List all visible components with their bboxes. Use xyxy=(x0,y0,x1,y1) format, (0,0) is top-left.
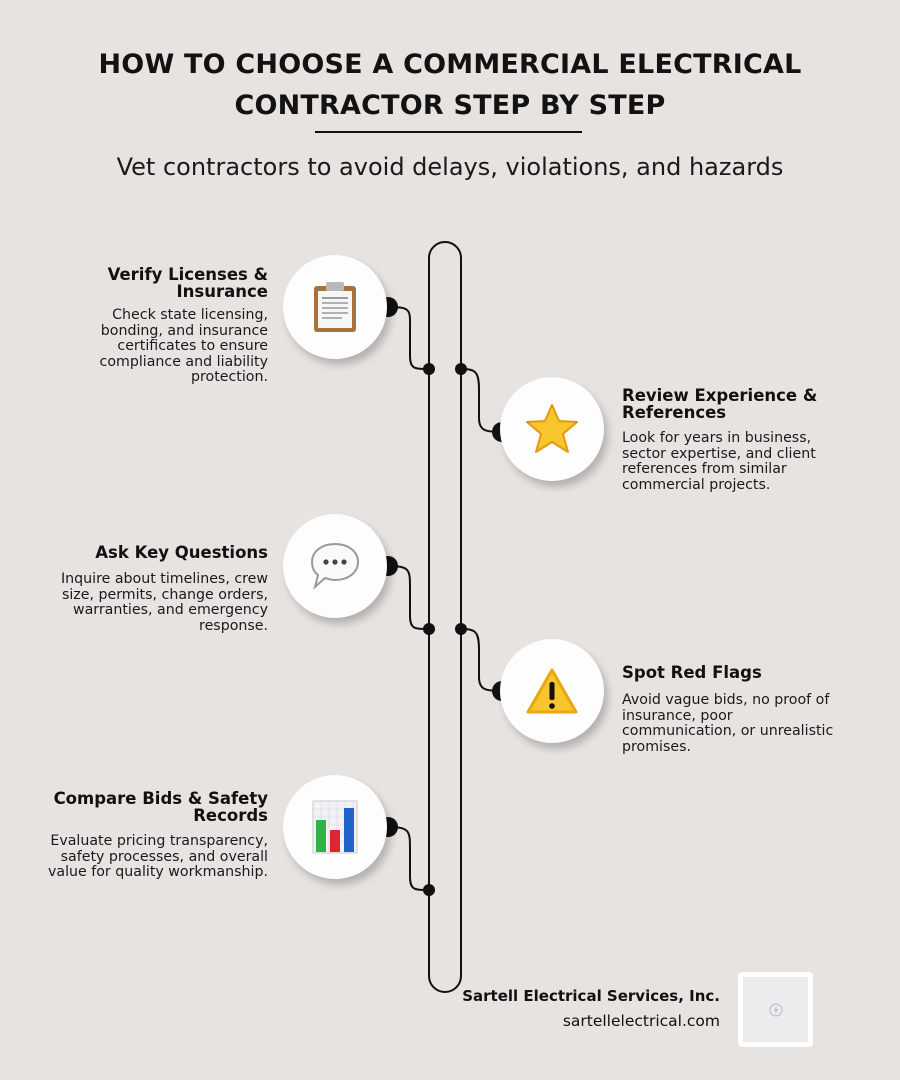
star-icon xyxy=(525,403,579,455)
title-line-1: HOW TO CHOOSE A COMMERCIAL ELECTRICAL xyxy=(98,49,802,80)
connector-step-2 xyxy=(461,369,502,432)
timeline-track xyxy=(429,242,461,992)
step-3-circle xyxy=(283,514,387,618)
step-2-title: Review Experience & References xyxy=(622,386,818,422)
step-5-title: Compare Bids & Safety Records xyxy=(53,789,268,825)
step-5-description: Evaluate pricing transparency, safety processes, and overall value for quality workmanship. xyxy=(47,833,268,880)
speech-bubble-icon xyxy=(309,541,361,591)
track-dot-step-1 xyxy=(423,363,435,375)
step-2-circle xyxy=(500,377,604,481)
step-2-description: Look for years in business, sector expertise, and client references from similar commercial projects. xyxy=(622,430,816,493)
step-4-title: Spot Red Flags xyxy=(622,663,762,682)
logo-mark-icon xyxy=(769,1002,783,1018)
track-dot-step-5 xyxy=(423,884,435,896)
company-url[interactable]: sartellelectrical.com xyxy=(562,1012,720,1030)
step-5-circle xyxy=(283,775,387,879)
step-1-title: Verify Licenses & Insurance xyxy=(107,265,268,301)
step-4-description: Avoid vague bids, no proof of insurance, poor communication, or unrealistic promises. xyxy=(622,692,834,755)
clipboard-icon xyxy=(312,281,358,333)
step-4-circle xyxy=(500,639,604,743)
subtitle: Vet contractors to avoid delays, violations, and hazards xyxy=(116,153,784,181)
title-line-2: CONTRACTOR STEP BY STEP xyxy=(234,90,666,121)
connector-step-4 xyxy=(461,629,502,691)
track-dot-step-2 xyxy=(455,363,467,375)
step-1-circle xyxy=(283,255,387,359)
step-3-title: Ask Key Questions xyxy=(95,543,268,562)
company-name: Sartell Electrical Services, Inc. xyxy=(462,987,720,1005)
connector-step-5 xyxy=(388,827,429,890)
bar-chart-icon xyxy=(312,800,358,854)
connector-step-1 xyxy=(388,307,429,369)
track-dot-step-4 xyxy=(455,623,467,635)
step-1-description: Check state licensing, bonding, and insurance certificates to ensure compliance and liability protection. xyxy=(99,307,268,385)
company-logo xyxy=(738,972,813,1047)
step-3-description: Inquire about timelines, crew size, permits, change orders, warranties, and emergency response. xyxy=(60,571,268,634)
connector-step-3 xyxy=(388,566,429,629)
warning-icon xyxy=(525,667,579,715)
track-dot-step-3 xyxy=(423,623,435,635)
